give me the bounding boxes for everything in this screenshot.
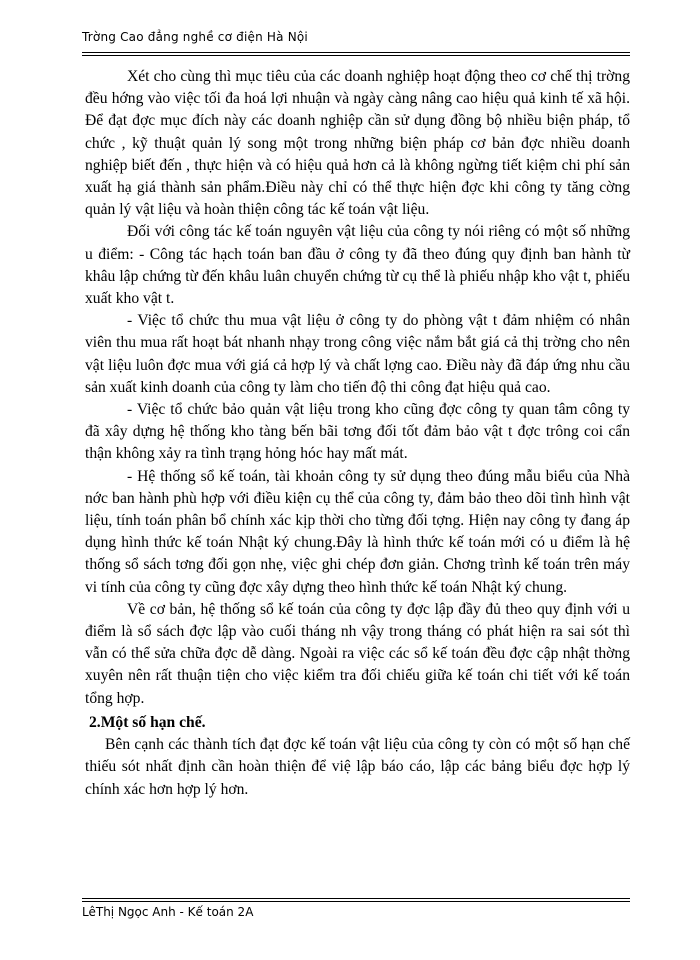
header-rule: [82, 52, 630, 56]
running-footer: LêThị Ngọc Anh - Kế toán 2A: [82, 905, 254, 919]
paragraph-ledgers: Về cơ bản, hệ thống sổ kế toán của công ty đợc lập đầy đủ theo quy định với u điểm là sổ sách đợc lập vào cuối tháng nh vậy trong tháng có phát hiện ra sai sót thì vẫn có thể sửa chữa đợc dễ dàng. Ngoài ra việc các sổ kế toán đều đợc cập nhật thờng xuyên nên rất thuận tiện cho việc kiểm tra đối chiếu giữa kế toán chi tiết với kế toán tổng hợp.: [85, 600, 630, 707]
paragraph-purchasing: - Việc tổ chức thu mua vật liệu ở công ty do phòng vật t đảm nhiệm có nhân viên thu mua rất hoạt bát nhanh nhạy trong công việc nắm bắt giá cả thị trờng cho nên vật liệu luôn đợc mua với giá cả hợp lý và chất lợng cao. Điều này đã đáp ứng nhu cầu sản xuất kinh doanh của công ty làm cho tiến độ thi công đạt hiệu quả cao.: [85, 312, 630, 396]
paragraph-limitations: Bên cạnh các thành tích đạt đợc kế toán vật liệu của công ty còn có một số hạn chế thiếu sót nhất định cần hoàn thiện để việ lập báo cáo, lập các bảng biểu đợc hợp lý chính xác hơn hợp lý hơn.: [85, 736, 630, 798]
paragraph-objectives: Xét cho cùng thì mục tiêu của các doanh nghiệp hoạt động theo cơ chế thị trờng đều hớng vào việc tối đa hoá lợi nhuận và ngày càng nâng cao hiệu quả kinh tế xã hội. Để đạt đợc mục đích này các doanh nghiệp cần sử dụng đồng bộ nhiều biện pháp, tổ chức , kỹ thuật quản lý song một trong những biện pháp cơ bản đợc nhiều doanh nghiệp biết đến , thực hiện và có hiệu quả hơn cả là không ngừng tiết kiệm chi phí sản xuất hạ giá thành sản phẩm.Điều này chỉ có thể thực hiện đợc khi công ty tăng cờng quản lý vật liệu và hoàn thiện công tác kế toán vật liệu.: [85, 68, 630, 219]
paragraph-advantages: Đối với công tác kế toán nguyên vật liệu của công ty nói riêng có một số những u điểm: - Công tác hạch toán ban đầu ở công ty đã theo đúng quy định ban hành từ khâu lập chứng từ đến khâu luân chuyển chứng từ cụ thể là phiếu nhập kho vật t, phiếu xuất kho vật t.: [85, 223, 630, 308]
body-text: [85, 66, 630, 801]
paragraph-accounting-system: - Hệ thống sổ kế toán, tài khoản công ty sử dụng theo đúng mẫu biểu của Nhà nớc ban hành phù hợp với điều kiện cụ thể của công ty, đảm bảo theo dõi tình hình vật liệu, tính toán phân bổ chính xác kịp thời cho từng đối tợng. Hiện nay công ty đang áp dụng hình thức kế toán Nhật ký chung.Đây là hình thức kế toán mới có u điểm là hệ thống sổ sách tơng đối gọn nhẹ, việc ghi chép đơn giản. Chơng trình kế toán trên máy vi tính của công ty cũng đợc xây dựng theo hình thức kế toán Nhật ký chung.: [85, 467, 630, 596]
running-header: Trờng Cao đẳng nghề cơ điện Hà Nội: [82, 30, 308, 44]
paragraph-storage: - Việc tổ chức bảo quản vật liệu trong kho cũng đợc công ty quan tâm công ty đã xây dựng hệ thống kho tàng bến bãi tơng đối tốt đảm bảo vật t đợc trông coi cẩn thận không xảy ra tình trạng hỏng hóc hay mất mát.: [85, 401, 630, 463]
footer-rule: [82, 898, 630, 902]
section-heading: 2.Một số hạn chế.: [89, 713, 206, 731]
